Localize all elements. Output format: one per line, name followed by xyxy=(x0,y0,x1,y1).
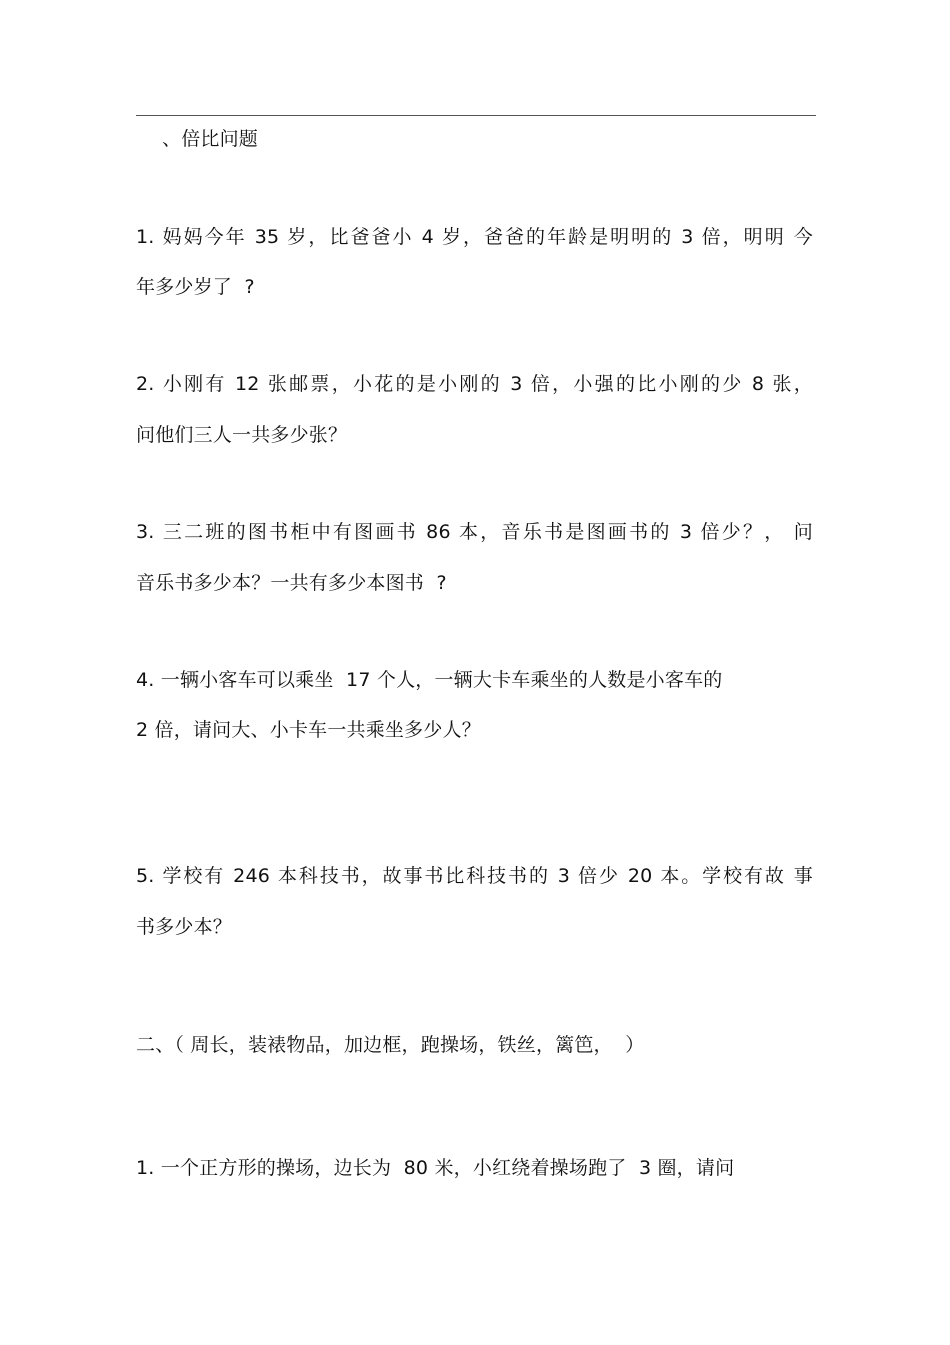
header-rule xyxy=(136,115,816,116)
section-heading-ratio: 、倍比问题 xyxy=(162,128,259,150)
problem-5-line-1: 5. 学校有 246 本科技书，故事书比科技书的 3 倍少 20 本。学校有故 事 xyxy=(136,865,813,887)
problem-1-line-2: 年多少岁了 ? xyxy=(136,276,255,298)
problem-1-line-1: 1. 妈妈今年 35 岁，比爸爸小 4 岁，爸爸的年龄是明明的 3 倍，明明 今 xyxy=(136,226,813,248)
problem-3-line-1: 3. 三二班的图书柜中有图画书 86 本，音乐书是图画书的 3 倍少？， 问 xyxy=(136,521,813,543)
problem-3-line-2: 音乐书多少本？一共有多少本图书 ? xyxy=(136,572,447,594)
problem-5-line-2: 书多少本？ xyxy=(136,916,233,938)
problem-2-1-line-1: 1. 一个正方形的操场，边长为 80 米，小红绕着操场跑了 3 圈，请问 xyxy=(136,1157,735,1179)
problem-4-line-1: 4. 一辆小客车可以乘坐 17 个人，一辆大卡车乘坐的人数是小客车的 xyxy=(136,669,723,691)
problem-2-line-2: 问他们三人一共多少张？ xyxy=(136,424,348,446)
problem-2-line-1: 2. 小刚有 12 张邮票，小花的是小刚的 3 倍，小强的比小刚的少 8 张， xyxy=(136,373,813,395)
section-heading-perimeter: 二、（ 周长，装裱物品，加边框，跑操场，铁丝，篱笆， ） xyxy=(136,1034,645,1056)
problem-4-line-2: 2 倍，请问大、小卡车一共乘坐多少人？ xyxy=(136,719,481,741)
